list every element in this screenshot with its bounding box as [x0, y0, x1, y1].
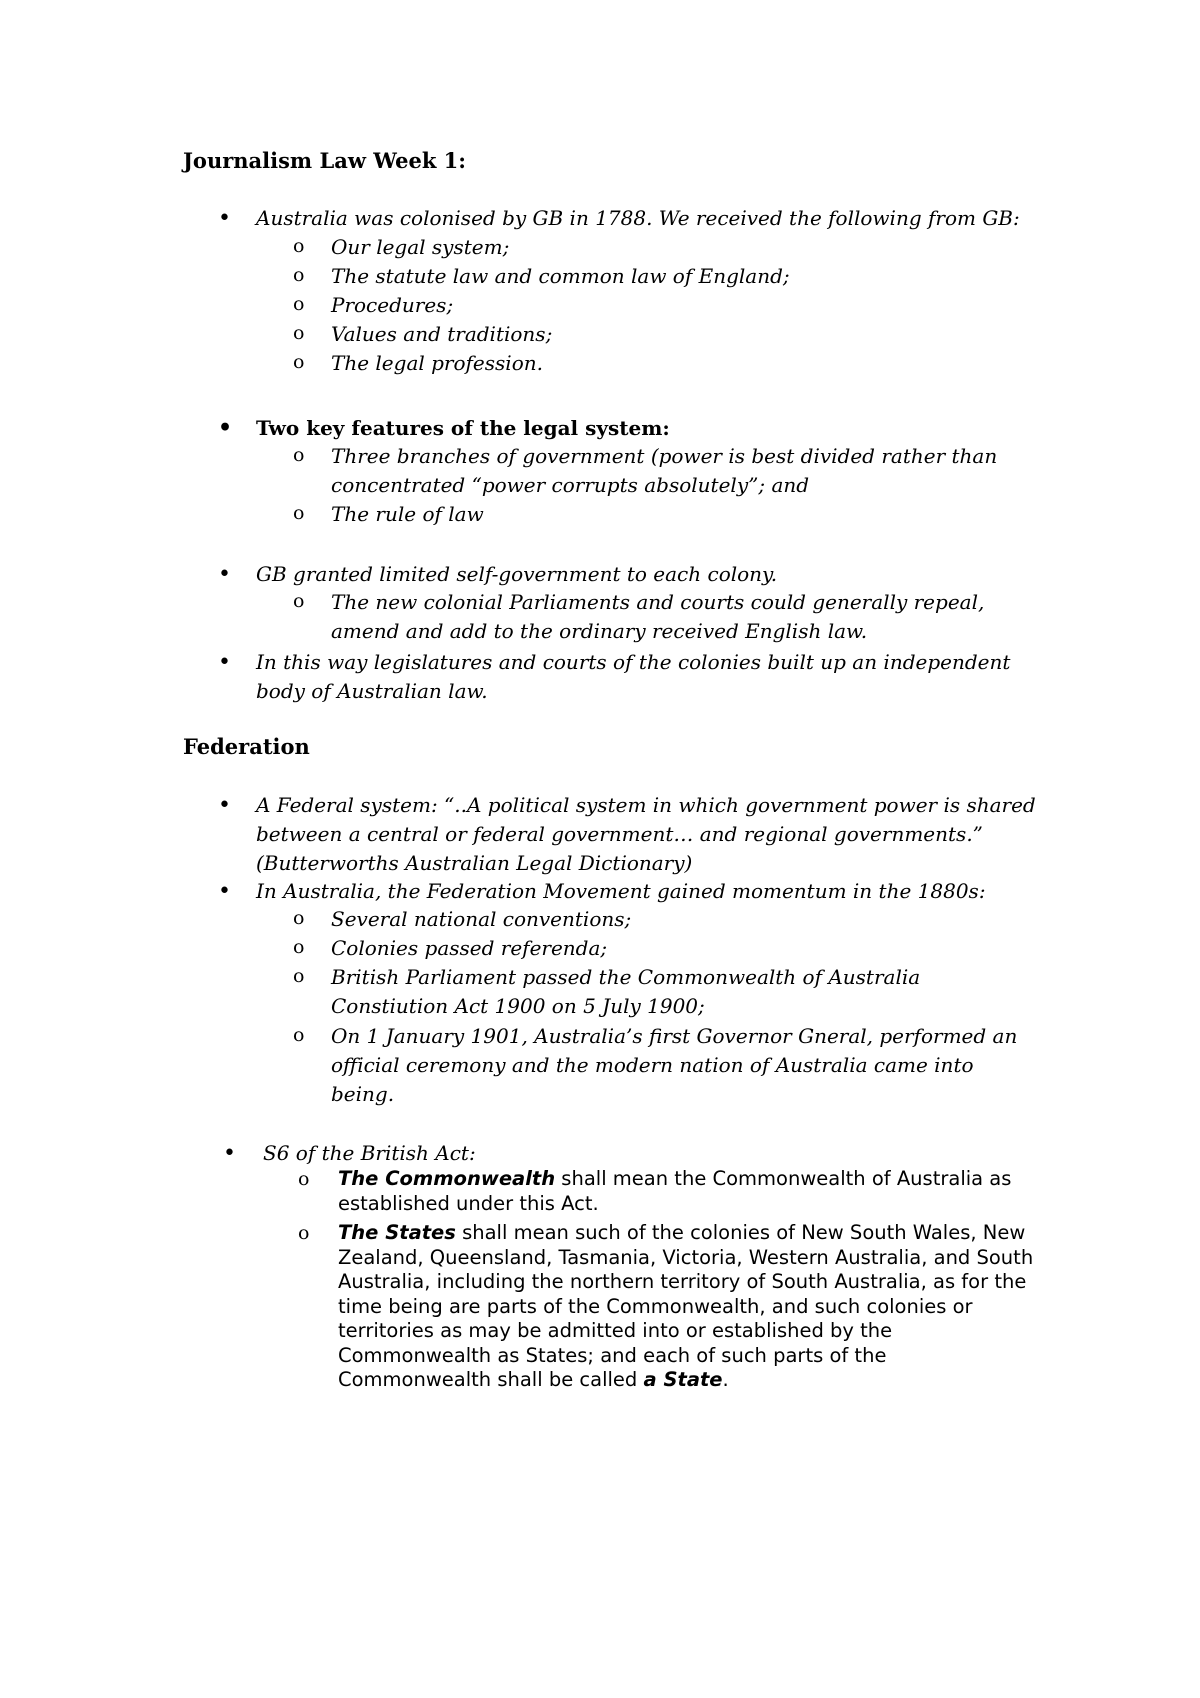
list-item: o Three branches of government (power is best divided rather than concentrated “power corrupts absolutely”; and: [331, 442, 1031, 500]
circle-bullet-icon: o: [293, 264, 305, 286]
bullet-icon: •: [218, 650, 231, 675]
bullet-icon: •: [223, 1141, 236, 1166]
circle-bullet-icon: o: [293, 1024, 305, 1046]
list-item: • A Federal system: “..A political system in which government power is shared between a central or federal government… and regional governments.” (Butterworths Australian Legal Dictionary): [218, 793, 1036, 875]
page-title: Journalism Law Week 1:: [183, 148, 467, 173]
circle-bullet-icon: o: [293, 351, 305, 373]
list-item: o On 1 January 1901, Australia’s first Governor Gneral, performed an official ceremony and the modern nation of Australia came into being.: [331, 1022, 1031, 1109]
list-item: o The new colonial Parliaments and courts could generally repeal, amend and add to the ordinary received English law.: [331, 588, 991, 646]
list-item: • Australia was colonised by GB in 1788. We received the following from GB:: [218, 206, 1020, 231]
bullet-icon: •: [218, 206, 231, 231]
list-item: • Two key features of the legal system:: [218, 415, 670, 441]
list-item: • GB granted limited self-government to each colony.: [218, 562, 778, 587]
list-item: o Colonies passed referenda;: [331, 934, 1051, 963]
definition-states: o The States shall mean such of the colonies of New South Wales, New Zealand, Queensland, Tasmania, Victoria, Western Australia, and South Australia, including the northern territory of South Australia, as for the time being are parts of the Commonwealth, and such colonies or territories as may be admitted into or established by the Commonwealth as States; and each of such parts of the Commonwealth shall be called a State.: [298, 1221, 1034, 1391]
circle-bullet-icon: o: [298, 1168, 310, 1190]
circle-bullet-icon: o: [298, 1222, 310, 1244]
list-item: o The legal profession.: [331, 349, 1051, 378]
list-item: o Values and traditions;: [331, 320, 1051, 349]
list-item: o The rule of law: [331, 500, 1051, 529]
circle-bullet-icon: o: [293, 444, 305, 466]
circle-bullet-icon: o: [293, 907, 305, 929]
list-item: o Procedures;: [331, 291, 1051, 320]
circle-bullet-icon: o: [293, 590, 305, 612]
section-heading: Federation: [183, 734, 310, 759]
list-item: • In this way legislatures and courts of the colonies built up an independent body of Australian law.: [218, 650, 1011, 703]
circle-bullet-icon: o: [293, 322, 305, 344]
list-item: o Our legal system;: [331, 233, 1051, 262]
bullet-icon: •: [218, 879, 231, 904]
list-item: o Several national conventions;: [331, 905, 1051, 934]
bullet-icon: •: [218, 793, 231, 818]
circle-bullet-icon: o: [293, 293, 305, 315]
definition-commonwealth: o The Commonwealth shall mean the Commonwealth of Australia as established under this Act.: [298, 1167, 1012, 1215]
list-item: o British Parliament passed the Commonwealth of Australia Constiution Act 1900 on 5 July 1900;: [331, 963, 971, 1021]
circle-bullet-icon: o: [293, 235, 305, 257]
bullet-icon: •: [218, 562, 231, 587]
bullet-icon: •: [218, 415, 233, 441]
list-item: o The statute law and common law of England;: [331, 262, 1051, 291]
circle-bullet-icon: o: [293, 965, 305, 987]
circle-bullet-icon: o: [293, 502, 305, 524]
list-item: • S6 of the British Act:: [223, 1141, 476, 1166]
list-item: • In Australia, the Federation Movement gained momentum in the 1880s:: [218, 879, 986, 904]
circle-bullet-icon: o: [293, 936, 305, 958]
